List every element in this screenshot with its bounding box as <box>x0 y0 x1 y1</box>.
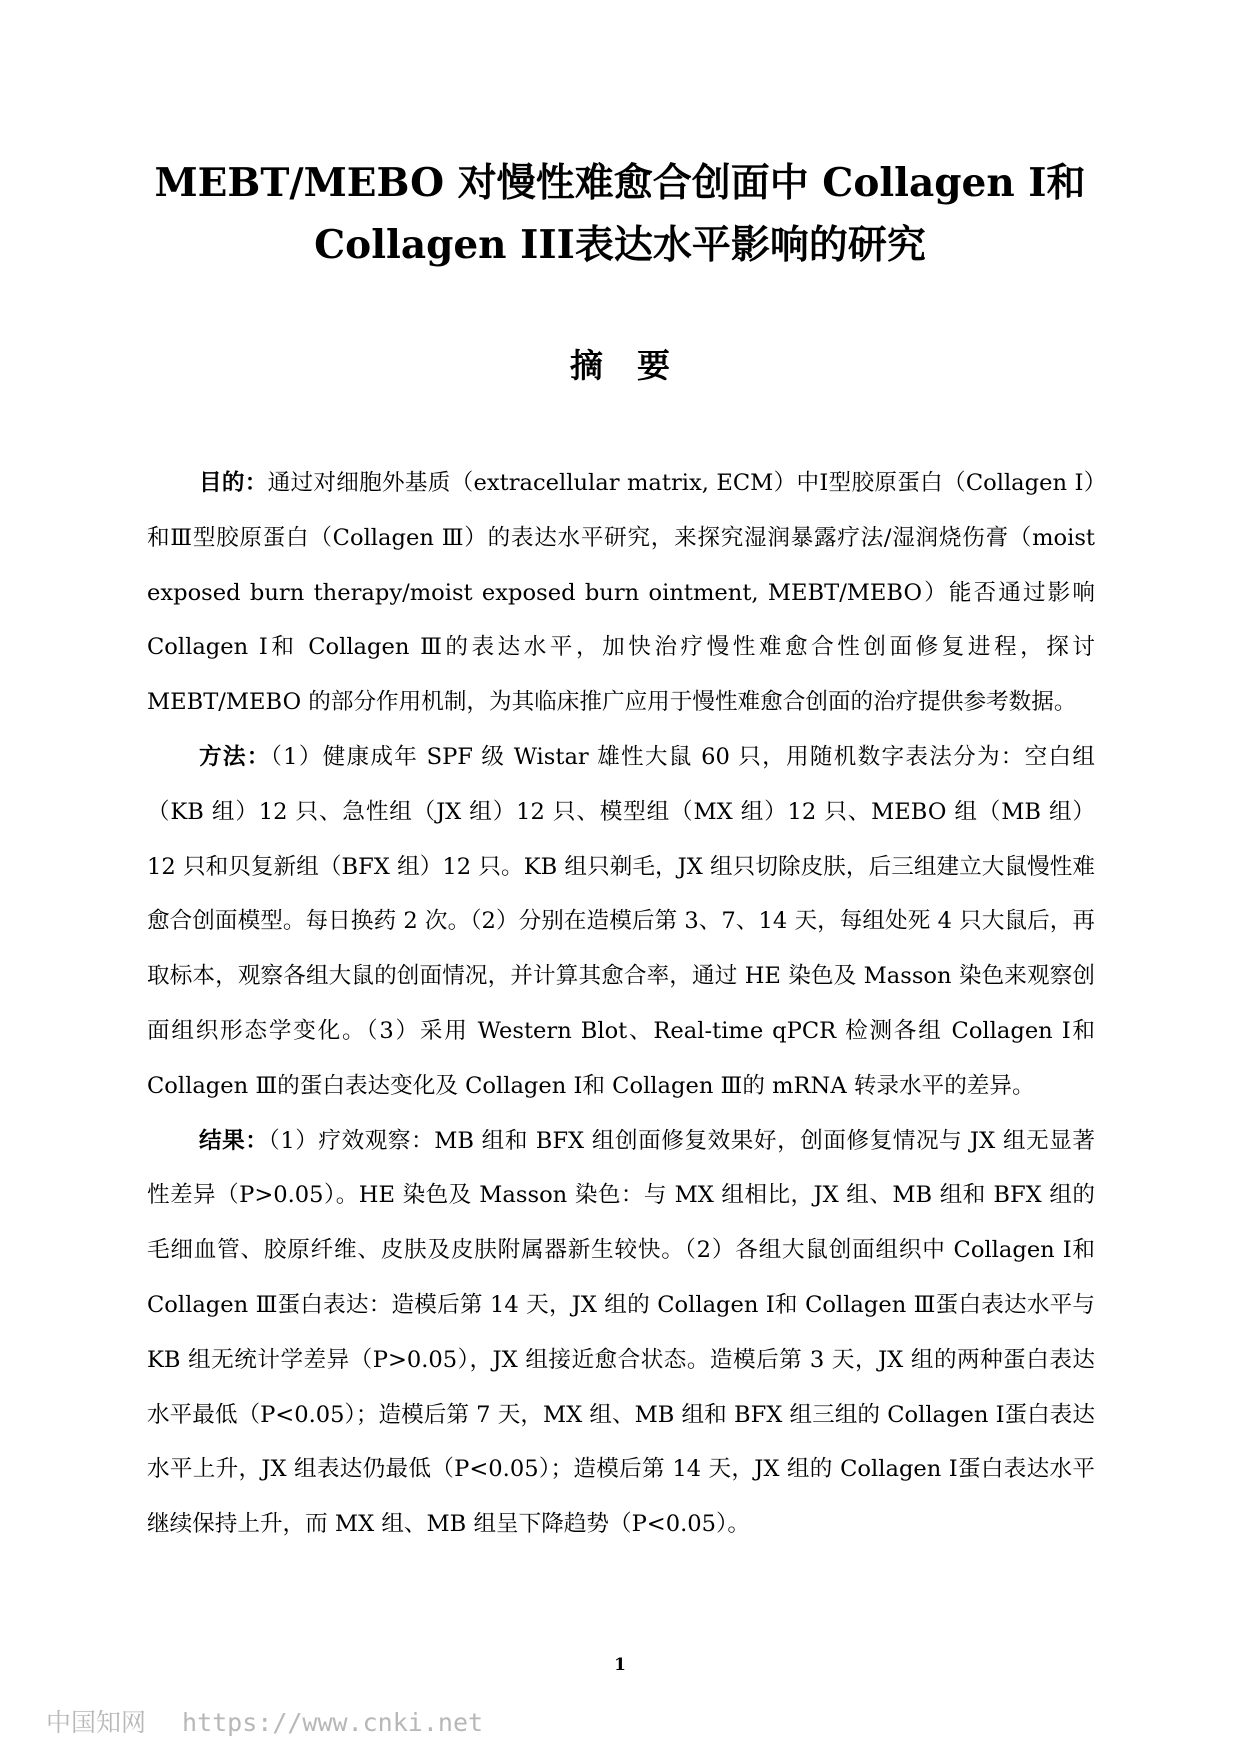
paper-title-line-2: Collagen III表达水平影响的研究 <box>314 222 926 268</box>
paper-title-line-1: MEBT/MEBO 对慢性难愈合创面中 Collagen I和 <box>154 160 1086 206</box>
purpose-label: 目的： <box>199 470 268 496</box>
watermark-url: https://www.cnki.net <box>182 1708 484 1737</box>
purpose-paragraph <box>147 456 1095 730</box>
watermark-name: 中国知网 <box>46 1708 147 1737</box>
purpose-text: 通过对细胞外基质（extracellular matrix, ECM）中Ⅰ型胶原蛋白（Collagen Ⅰ）和Ⅲ型胶原蛋白（Collagen Ⅲ）的表达水平研究，来探究湿润暴露疗法/湿润烧伤膏（moist exposed burn therapy/moist exposed burn ointment, MEBT/MEBO）能否通过影响 Collagen Ⅰ和 Collagen Ⅲ的表达水平，加快治疗慢性难愈合性创面修复进程，探讨 MEBT/MEBO 的部分作用机制，为其临床推广应用于慢性难愈合创面的治疗提供参考数据。 <box>147 470 1095 716</box>
abstract-body <box>147 456 1095 1552</box>
results-paragraph <box>147 1114 1095 1552</box>
methods-paragraph <box>147 730 1095 1114</box>
results-text: （1）疗效观察：MB 组和 BFX 组创面修复效果好，创面修复情况与 JX 组无显著性差异（P>0.05）。HE 染色及 Masson 染色：与 MX 组相比，JX 组、MB 组和 BFX 组的毛细血管、胶原纤维、皮肤及皮肤附属器新生较快。（2）各组大鼠创面组织中 Collagen Ⅰ和 Collagen Ⅲ蛋白表达：造模后第 14 天，JX 组的 Collagen Ⅰ和 Collagen Ⅲ蛋白表达水平与 KB 组无统计学差异（P>0.05），JX 组接近愈合状态。造模后第 3 天，JX 组的两种蛋白表达水平最低（P<0.05）；造模后第 7 天，MX 组、MB 组和 BFX 组三组的 Collagen Ⅰ蛋白表达水平上升，JX 组表达仍最低（P<0.05）；造模后第 14 天，JX 组的 Collagen Ⅰ蛋白表达水平继续保持上升，而 MX 组、MB 组呈下降趋势（P<0.05）。 <box>147 1127 1095 1538</box>
results-label: 结果： <box>199 1127 269 1154</box>
page-number: 1 <box>614 1655 626 1675</box>
methods-text: （1）健康成年 SPF 级 Wistar 雄性大鼠 60 只，用随机数字表法分为：空白组（KB 组）12 只、急性组（JX 组）12 只、模型组（MX 组）12 只、MEBO 组（MB 组）12 只和贝复新组（BFX 组）12 只。KB 组只剃毛，JX 组只切除皮肤，后三组建立大鼠慢性难愈合创面模型。每日换药 2 次。（2）分别在造模后第 3、7、14 天，每组处死 4 只大鼠后，再取标本，观察各组大鼠的创面情况，并计算其愈合率，通过 HE 染色及 Masson 染色来观察创面组织形态学变化。（3）采用 Western Blot、Real-time qPCR 检测各组 Collagen Ⅰ和 Collagen Ⅲ的蛋白表达变化及 Collagen Ⅰ和 Collagen Ⅲ的 mRNA 转录水平的差异。 <box>147 743 1096 1099</box>
cnki-watermark <box>46 1703 483 1739</box>
abstract-heading: 摘要 <box>570 346 704 385</box>
methods-label: 方法： <box>199 743 271 770</box>
